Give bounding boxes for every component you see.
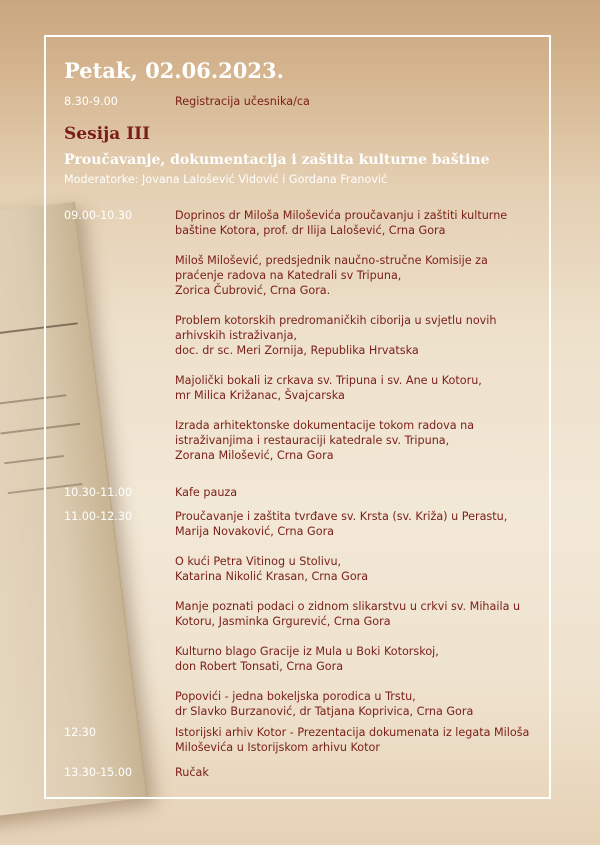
talk-2-3 xyxy=(175,599,545,629)
block1-time: 09.00-10.30 xyxy=(64,209,133,222)
archive-presentation xyxy=(175,725,545,755)
session-subtitle: Proučavanje, dokumentacija i zaštita kulturne baštine xyxy=(64,152,490,168)
talk-line: Izrada arhitektonske dokumentacije tokom radova na xyxy=(175,419,475,432)
talk-line: Kulturno blago Gracije iz Mula u Boki Kotorskoj, xyxy=(175,645,439,658)
talk-line: baštine Kotora, prof. dr Ilija Lalošević, Crna Gora xyxy=(175,224,446,237)
talk-line: Kotoru, Jasminka Grgurević, Crna Gora xyxy=(175,615,391,628)
white-frame xyxy=(44,35,551,799)
talk-line: doc. dr sc. Meri Zornija, Republika Hrvatska xyxy=(175,344,419,357)
session-moderators: Moderatorke: Jovana Lalošević Vidović i Gordana Franović xyxy=(64,173,388,186)
talk-2-5 xyxy=(175,689,545,719)
talk-line: Problem kotorskih predromaničkih ciborija u svjetlu novih xyxy=(175,314,497,327)
talk-line: Katarina Nikolić Krasan, Crna Gora xyxy=(175,570,369,583)
talk-2-1 xyxy=(175,509,545,539)
talk-1-2 xyxy=(175,253,545,298)
talk-line: arhivskih istraživanja, xyxy=(175,329,297,342)
talk-1-1 xyxy=(175,208,545,238)
talk-line: Popovići - jedna bokeljska porodica u Trstu, xyxy=(175,690,416,703)
registration-time: 8.30-9.00 xyxy=(64,95,118,108)
block2-time: 11.00-12.30 xyxy=(64,510,133,523)
talk-line: O kući Petra Vitinog u Stolivu, xyxy=(175,555,342,568)
talk-line: Manje poznati podaci o zidnom slikarstvu u crkvi sv. Mihaila u xyxy=(175,600,521,613)
talk-2-2 xyxy=(175,554,545,584)
talk-line: praćenje radova na Katedrali sv Tripuna, xyxy=(175,269,402,282)
talk-line: Majolički bokali iz crkava sv. Tripuna i sv. Ane u Kotoru, xyxy=(175,374,482,387)
talk-line: istraživanjima i restauraciji katedrale sv. Tripuna, xyxy=(175,434,450,447)
coffee-time: 10.30-11.00 xyxy=(64,486,133,499)
session-title: Sesija III xyxy=(64,124,151,144)
talk-line: Marija Novaković, Crna Gora xyxy=(175,525,335,538)
lunch-time: 13.30-15.00 xyxy=(64,766,133,779)
talk-line: dr Slavko Burzanović, dr Tatjana Koprivica, Crna Gora xyxy=(175,705,474,718)
registration-label: Registracija učesnika/ca xyxy=(175,95,310,108)
talk-line: Zorana Milošević, Crna Gora xyxy=(175,449,334,462)
talk-line: Istorijski arhiv Kotor - Prezentacija dokumenata iz legata Miloša xyxy=(175,726,530,739)
talk-line: Doprinos dr Miloša Miloševića proučavanju i zaštiti kulturne xyxy=(175,209,508,222)
talk-line: Miloš Milošević, predsjednik naučno-stručne Komisije za xyxy=(175,254,488,267)
talk-1-5 xyxy=(175,418,545,463)
coffee-label: Kafe pauza xyxy=(175,486,238,499)
talk-line: Miloševića u Istorijskom arhivu Kotor xyxy=(175,741,380,754)
talk-line: mr Milica Križanac, Švajcarska xyxy=(175,389,345,402)
talk-line: Proučavanje i zaštita tvrđave sv. Krsta (sv. Križa) u Perastu, xyxy=(175,510,508,523)
talk-2-4 xyxy=(175,644,545,674)
talk-1-3 xyxy=(175,313,545,358)
lunch-label: Ručak xyxy=(175,766,209,779)
talk-line: Zorica Čubrović, Crna Gora. xyxy=(175,284,331,297)
talk-1-4 xyxy=(175,373,545,403)
page-title: Petak, 02.06.2023. xyxy=(64,58,284,83)
talk-line: don Robert Tonsati, Crna Gora xyxy=(175,660,344,673)
archive-time: 12.30 xyxy=(64,726,97,739)
